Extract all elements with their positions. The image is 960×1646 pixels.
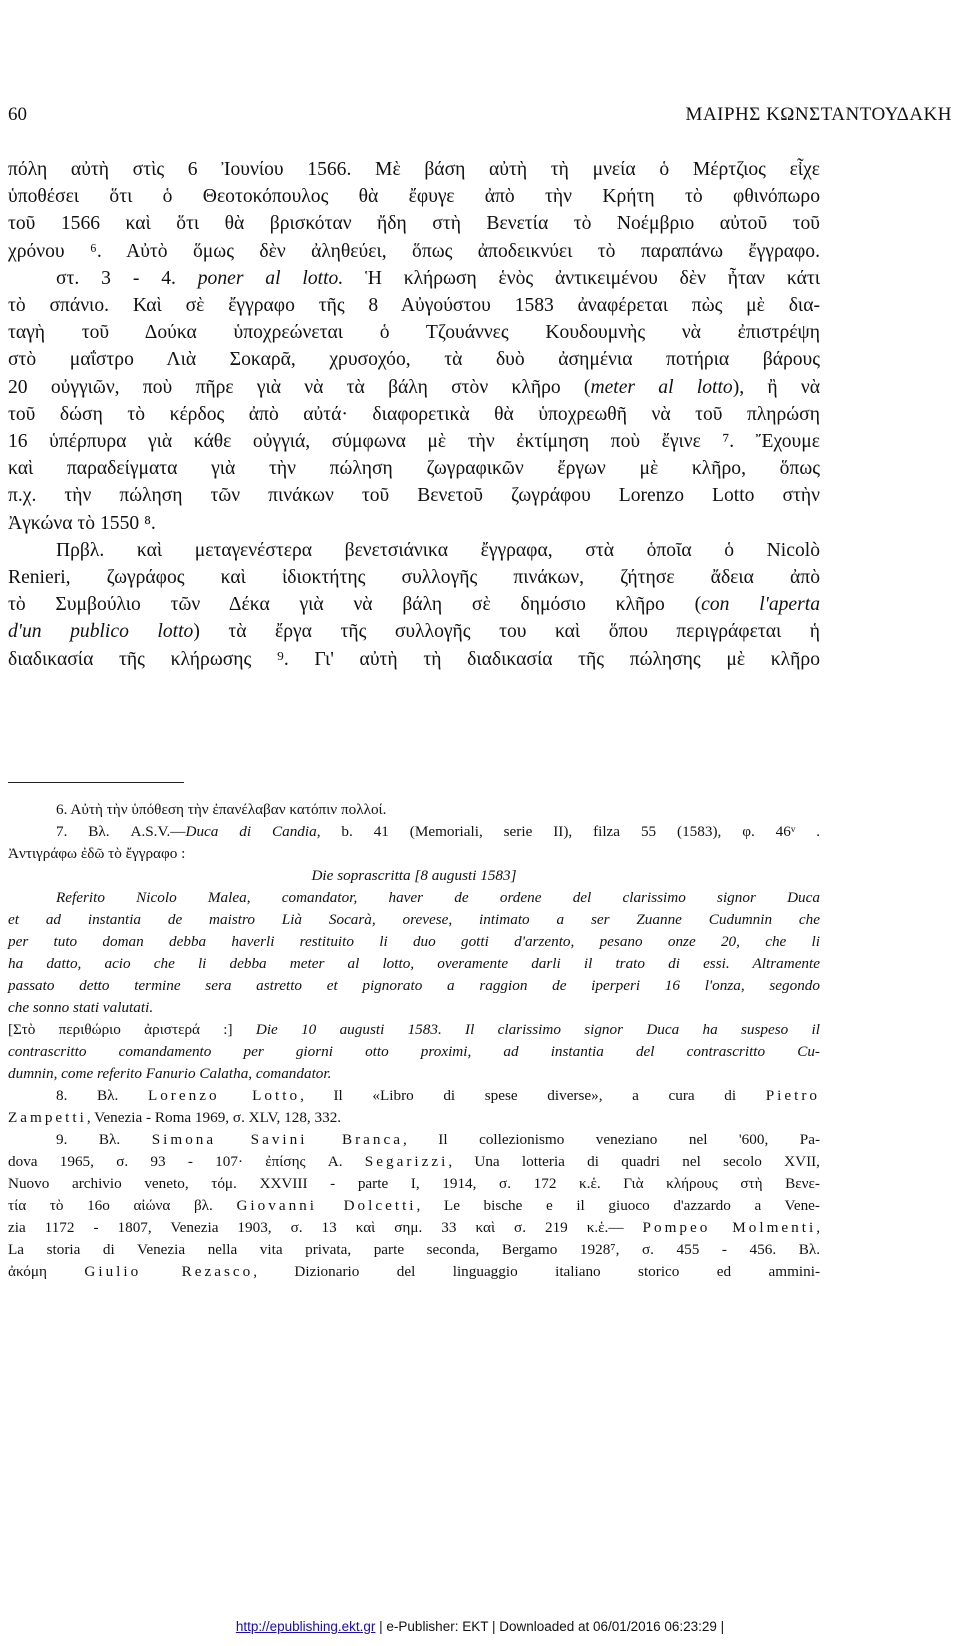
- fn-text: 7. Βλ. A.S.V.—: [56, 823, 186, 840]
- body-line: [8, 591, 820, 618]
- footnote-9-cont: [8, 1151, 820, 1173]
- body-italic: meter al lotto: [590, 376, 733, 398]
- quote-line: Referito Nicolo Malea, comandator, haver de ordene del clarissimo signor Duca: [56, 889, 820, 906]
- fn-author: Pompeo Molmenti: [642, 1219, 817, 1236]
- body-text: 20 οὐγγιῶν, ποὺ πῆρε γιὰ νὰ τὰ βάλη στὸν κλῆρο (: [8, 376, 591, 398]
- body-line: τοῦ δώση τὸ κέρδος ἀπὸ αὐτά· διαφορετικὰ θὰ ὑποχρεωθῆ νὰ τοῦ πληρώση: [8, 403, 820, 425]
- body-italic: con l'aperta: [701, 594, 820, 616]
- fn-text: , Venezia - Roma 1969, σ. XLV, 128, 332.: [86, 1109, 342, 1126]
- fn-text: [Στὸ περιθώριο ἀριστερά :]: [8, 1021, 256, 1038]
- body-text: στ. 3 - 4.: [56, 267, 198, 289]
- page-header: [8, 104, 952, 130]
- fn-author: Simona Savini Branca: [151, 1131, 403, 1148]
- quote-line: per tuto doman debba haverli restituito li duo gotti d'arzento, pesano onze 20, che li: [8, 933, 820, 950]
- body-line: πόλη αὐτὴ στὶς 6 Ἰουνίου 1566. Μὲ βάση αὐτὴ τὴ μνεία ὁ Μέρτζιος εἶχε: [8, 159, 820, 180]
- body-italic: d'un publico lotto: [8, 621, 194, 643]
- fn-text: , Dizionario del linguaggio italiano storico ed ammini-: [253, 1263, 820, 1280]
- footnote-9-cont: [8, 1261, 820, 1283]
- fn-author: Segarizzi: [364, 1153, 449, 1170]
- footnote-7: [8, 821, 820, 843]
- body-text: ) τὰ ἔργα τῆς συλλογῆς του καὶ ὅπου περιγράφεται ἡ: [193, 621, 820, 643]
- quote-line: et ad instantia de maistro Lià Socarà, orevese, intimato a ser Zuanne Cudumnin che: [8, 911, 820, 928]
- fn-text: dova 1965, σ. 93 - 107· ἐπίσης A.: [8, 1153, 365, 1170]
- body-italic: poner al lotto.: [197, 267, 344, 289]
- body-line: 16 ὑπέρπυρα γιὰ κάθε οὐγγιά, σύμφωνα μὲ τὴν ἐκτίμηση ποὺ ἔγινε ⁷. Ἔχουμε: [8, 431, 820, 453]
- fn-author: Zampetti: [8, 1109, 87, 1126]
- footnote-9-cont: La storia di Venezia nella vita privata, parte seconda, Bergamo 1928⁷, σ. 455 - 456. Βλ.: [8, 1241, 820, 1258]
- fn-text: ἀκόμη: [8, 1263, 85, 1280]
- footnote-9-cont: Nuovo archivio veneto, τόμ. XXVIII - parte I, 1914, σ. 172 κ.ἑ. Γιὰ κλήρους στὴ Βενε-: [8, 1175, 820, 1192]
- body-line: διαδικασία τῆς κλήρωσης ⁹. Γι' αὐτὴ τὴ διαδικασία τῆς πώλησης μὲ κλῆρο: [8, 648, 820, 670]
- page-number: 60: [8, 104, 27, 125]
- fn-author: Lorenzo Lotto: [147, 1087, 301, 1104]
- publisher-link[interactable]: http://epublishing.ekt.gr: [235, 1619, 376, 1634]
- body-line: ὑποθέσει ὅτι ὁ Θεοτοκόπουλος θὰ ἔφυγε ἀπὸ τὴν Κρήτη τὸ φθινόπωρο: [8, 186, 820, 208]
- footer-info: | e-Publisher: EKT | Downloaded at 06/01/2016 06:23:29 |: [375, 1619, 725, 1634]
- footnote-separator: [8, 782, 184, 783]
- footnote-9-cont: [8, 1195, 820, 1217]
- body-line: στὸ μαΐστρο Λιὰ Σοκαρᾶ, χρυσοχόο, τὰ δυὸ ἀσημένια ποτήρια βάρους: [8, 349, 820, 371]
- fn-text: 9. Βλ.: [56, 1131, 152, 1148]
- quote-title: Die soprascritta [8 augusti 1583]: [311, 867, 517, 884]
- fn-text: , Il collezionismo veneziano nel '600, Pa-: [402, 1131, 821, 1148]
- footnote-6: 6. Αὐτὴ τὴν ὑπόθεση τὴν ἐπανέλαβαν κατόπιν πολλοί.: [56, 801, 387, 818]
- body-line: [8, 618, 820, 645]
- fn-author: Pietro: [765, 1087, 820, 1104]
- fn-text: b. 41 (Memoriali, serie II), filza 55 (1583), φ. 46ᵛ .: [320, 823, 821, 840]
- fn-author: Giulio Rezasco: [84, 1263, 254, 1280]
- fn-author: Giovanni Dolcetti: [236, 1197, 417, 1214]
- body-line: [8, 265, 820, 292]
- footnote-8-cont: [8, 1107, 820, 1129]
- body-line: χρόνου ⁶. Αὐτὸ ὅμως δὲν ἀληθεύει, ὅπως ἀποδεικνύει τὸ παραπάνω ἔγγραφο.: [8, 240, 820, 262]
- fn-italic: Duca di Candia,: [185, 823, 321, 840]
- body-line: π.χ. τὴν πώληση τῶν πινάκων τοῦ Βενετοῦ ζωγράφου Lorenzo Lotto στὴν: [8, 485, 820, 507]
- fn-text: , Una lotteria di quadri nel secolo XVII,: [448, 1153, 820, 1170]
- body-text: ), ἢ νὰ: [732, 376, 821, 398]
- fn-text: zia 1172 - 1807, Venezia 1903, σ. 13 καὶ σημ. 33 καὶ σ. 219 κ.ἑ.—: [8, 1219, 643, 1236]
- margin-note-line: dumnin, come referito Fanurio Calatha, comandator.: [8, 1065, 332, 1082]
- fn-text: 8. Βλ.: [56, 1087, 148, 1104]
- footnote-9: [8, 1129, 820, 1151]
- body-line: καὶ παραδείγματα γιὰ τὴν πώληση ζωγραφικῶν ἔργων μὲ κλῆρο, ὅπως: [8, 458, 820, 480]
- body-line: Πρβλ. καὶ μεταγενέστερα βενετσιάνικα ἔγγραφα, στὰ ὁποῖα ὁ Nicolò: [56, 539, 820, 561]
- footnotes: [8, 799, 820, 1283]
- main-text: [8, 156, 820, 673]
- quote-line: passato detto termine sera astretto et pignorato a raggion de iperperi 16 l'onza, segondo: [8, 977, 820, 994]
- margin-note: [8, 1019, 820, 1041]
- fn-italic: Die 10 augusti 1583. Il clarissimo signor Duca ha suspeso il: [255, 1021, 820, 1038]
- body-line: [8, 374, 820, 401]
- download-footer: [0, 1619, 960, 1634]
- body-line: τοῦ 1566 καὶ ὅτι θὰ βρισκόταν ἤδη στὴ Βενετία τὸ Νοέμβριο αὐτοῦ τοῦ: [8, 213, 820, 235]
- body-line: Ἀγκώνα τὸ 1550 ⁸.: [8, 512, 156, 534]
- fn-text: τία τὸ 16ο αἰώνα βλ.: [8, 1197, 237, 1214]
- margin-note-line: contrascritto comandamento per giorni otto proximi, ad instantia del contrascritto Cu-: [8, 1043, 820, 1060]
- body-line: ταγὴ τοῦ Δούκα ὑποχρεώνεται ὁ Τζουάννες Κουδουμνὴς νὰ ἐπιστρέψη: [8, 322, 820, 344]
- quote-line: che sonno stati valutati.: [8, 999, 154, 1016]
- body-text: τὸ Συμβούλιο τῶν Δέκα γιὰ νὰ βάλη σὲ δημόσιο κλῆρο (: [8, 594, 702, 616]
- fn-text: , Le bische e il giuoco d'azzardo a Vene-: [416, 1197, 820, 1214]
- body-line: Renieri, ζωγράφος καὶ ἰδιοκτήτης συλλογῆς πινάκων, ζήτησε ἄδεια ἀπὸ: [8, 567, 820, 589]
- body-line: τὸ σπάνιο. Καὶ σὲ ἔγγραφο τῆς 8 Αὐγούστου 1583 ἀναφέρεται πὼς μὲ δια-: [8, 295, 820, 317]
- footnote-9-cont: [8, 1217, 820, 1239]
- running-head: ΜΑΙΡΗΣ ΚΩΝΣΤΑΝΤΟΥΔΑΚΗ: [685, 104, 952, 125]
- fn-text: , Il «Libro di spese diverse», a cura di: [300, 1087, 766, 1104]
- footnote-7-cont: Ἀντιγράφω ἐδῶ τὸ ἔγγραφο :: [8, 845, 186, 862]
- fn-text: ,: [816, 1219, 820, 1236]
- footnote-8: [8, 1085, 820, 1107]
- body-text: Ἡ κλήρωση ἑνὸς ἀντικειμένου δὲν ἦταν κάτι: [343, 267, 820, 289]
- quote-line: ha datto, acio che li debba meter al lotto, overamente darli il trato di essi. Altramente: [8, 955, 820, 972]
